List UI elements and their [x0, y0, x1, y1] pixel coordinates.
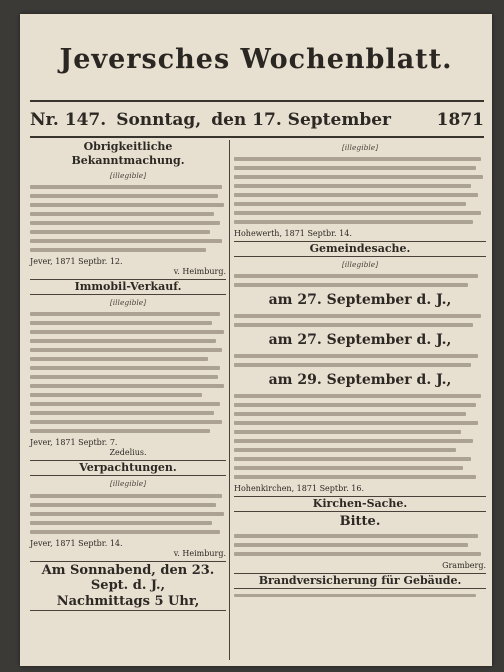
illegible-note: [illegible]	[109, 298, 147, 308]
illegible-text-block	[234, 314, 486, 327]
column-right	[234, 140, 486, 602]
property-sale-heading: Immobil-Verkauf.	[74, 280, 182, 294]
church-matter-signature: Gramberg.	[442, 561, 486, 571]
illegible-text-block	[234, 354, 486, 367]
rule-bottom	[30, 136, 484, 138]
auction-date-line: Am Sonnabend, den 23. Sept. d. J.,	[41, 562, 215, 593]
property-sale-signature: Zedelius.	[109, 448, 147, 458]
newspaper-page	[20, 14, 492, 666]
auction-time-line: Nachmittags 5 Uhr,	[56, 593, 200, 609]
right-dateline: Hohewerth, 1871 Septbr. 14.	[234, 229, 352, 239]
illegible-note: [illegible]	[341, 143, 379, 152]
illegible-text-block	[30, 312, 226, 433]
column-divider	[229, 140, 230, 660]
date-headline-3: am 29. September d. J.,	[268, 372, 452, 389]
community-matter-heading: Gemeindesache.	[309, 242, 411, 256]
illegible-text-block	[234, 394, 486, 479]
date-headline-1: am 27. September d. J.,	[268, 292, 452, 309]
date-headline-2: am 27. September d. J.,	[268, 332, 452, 349]
illegible-text-block	[234, 157, 486, 224]
illegible-text-block	[234, 534, 486, 556]
masthead: Jeversches Wochenblatt.	[59, 44, 453, 75]
official-notice-signature: v. Heimburg.	[173, 267, 226, 277]
issue-date: den 17. September	[211, 110, 391, 130]
illegible-note: [illegible]	[109, 479, 147, 489]
illegible-note: [illegible]	[109, 171, 147, 180]
request-title: Bitte.	[339, 514, 381, 530]
leases-heading: Verpachtungen.	[79, 461, 177, 475]
issue-number: Nr. 147.	[30, 110, 107, 130]
community-matter-dateline: Hohenkirchen, 1871 Septbr. 16.	[234, 484, 364, 494]
church-matter-heading: Kirchen-Sache.	[312, 497, 408, 511]
rule-top	[30, 100, 484, 102]
official-notice-dateline: Jever, 1871 Septbr. 12.	[30, 257, 123, 267]
issue-year: 1871	[436, 110, 484, 130]
issue-line	[30, 110, 484, 130]
fire-insurance-heading: Brandversicherung für Gebäude.	[258, 574, 462, 588]
leases-signature: v. Heimburg.	[173, 548, 226, 558]
illegible-text-block	[234, 594, 486, 597]
illegible-text-block	[30, 185, 226, 252]
illegible-text-block	[234, 274, 486, 287]
official-notice-heading: Obrigkeitliche Bekanntmachung.	[71, 140, 185, 167]
leases-dateline: Jever, 1871 Septbr. 14.	[30, 538, 123, 548]
property-sale-dateline: Jever, 1871 Septbr. 7.	[30, 438, 118, 448]
issue-day: Sonntag,	[116, 110, 202, 130]
column-left	[30, 140, 226, 613]
illegible-text-block	[30, 494, 226, 534]
illegible-note: [illegible]	[341, 260, 379, 270]
